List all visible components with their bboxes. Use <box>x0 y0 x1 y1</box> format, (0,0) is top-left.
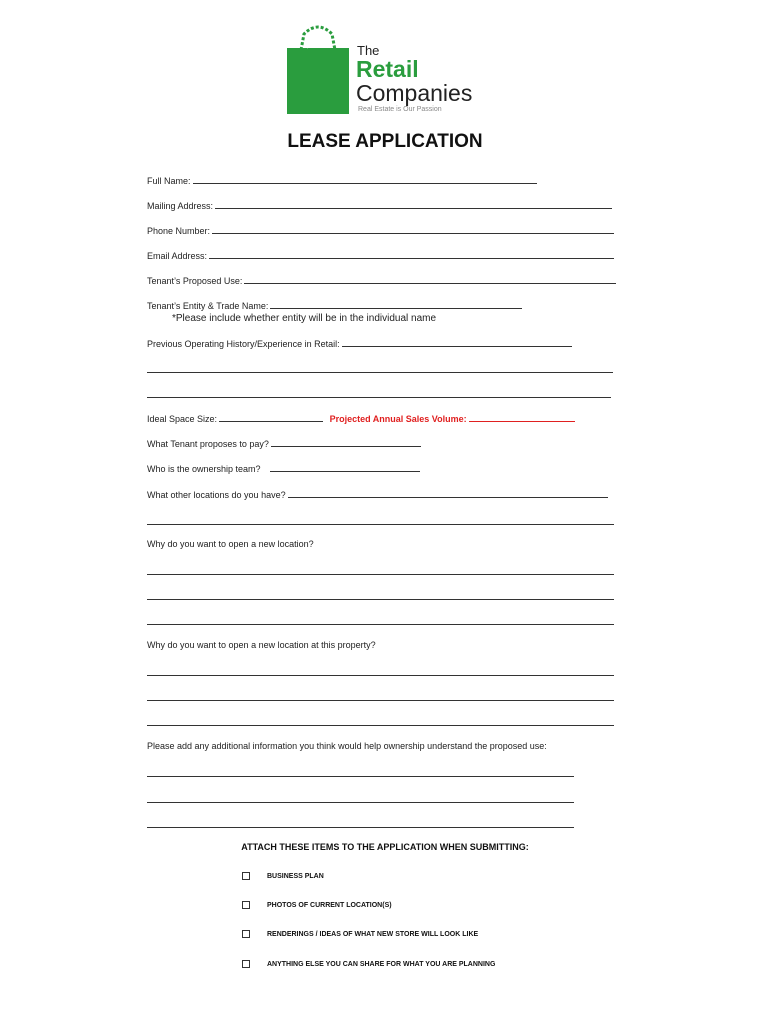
checkbox[interactable] <box>242 901 250 909</box>
other-locations-blank-line[interactable] <box>147 524 614 525</box>
ideal-space-field[interactable] <box>147 412 575 424</box>
phone-number-blank[interactable] <box>212 224 614 234</box>
email-address-field[interactable] <box>147 249 614 261</box>
email-address-blank[interactable] <box>209 249 614 259</box>
shopping-bag-icon <box>287 22 353 118</box>
checkbox[interactable] <box>242 872 250 880</box>
entity-trade-name-blank[interactable] <box>270 299 522 309</box>
tenant-pay-label: What Tenant proposes to pay? <box>147 439 269 449</box>
company-logo <box>287 22 487 118</box>
why-this-property-blank-line[interactable] <box>147 725 614 726</box>
mailing-address-label: Mailing Address: <box>147 201 214 211</box>
operating-history-label: Previous Operating History/Experience in Retail: <box>147 339 340 349</box>
email-address-label: Email Address: <box>147 251 208 261</box>
why-new-location-label: Why do you want to open a new location? <box>147 539 314 549</box>
other-locations-field[interactable] <box>147 488 608 500</box>
ownership-team-label: Who is the ownership team? <box>147 464 261 474</box>
proposed-use-field[interactable] <box>147 274 616 286</box>
why-this-property-blank-line[interactable] <box>147 700 614 701</box>
additional-info-blank-line[interactable] <box>147 827 574 828</box>
operating-history-field[interactable] <box>147 337 572 349</box>
full-name-label: Full Name: <box>147 176 191 186</box>
additional-info-blank-line[interactable] <box>147 776 574 777</box>
proposed-use-label: Tenant’s Proposed Use: <box>147 276 243 286</box>
tenant-pay-field[interactable] <box>147 437 421 449</box>
operating-history-blank-line[interactable] <box>147 372 613 373</box>
full-name-blank[interactable] <box>193 174 537 184</box>
why-this-property-label: Why do you want to open a new location at this property? <box>147 640 376 650</box>
additional-info-blank-line[interactable] <box>147 802 574 803</box>
phone-number-field[interactable] <box>147 224 614 236</box>
proposed-use-blank[interactable] <box>244 274 616 284</box>
logo-text-companies: Companies <box>356 80 473 106</box>
operating-history-blank[interactable] <box>342 337 572 347</box>
additional-info-label: Please add any additional information you think would help ownership understand the proposed use: <box>147 741 547 751</box>
mailing-address-field[interactable] <box>147 199 612 211</box>
attach-items-heading: ATTACH THESE ITEMS TO THE APPLICATION WHEN SUBMITTING: <box>241 842 529 852</box>
why-new-location-blank-line[interactable] <box>147 599 614 600</box>
why-new-location-blank-line[interactable] <box>147 624 614 625</box>
operating-history-blank-line[interactable] <box>147 397 611 398</box>
attach-item-business-plan[interactable] <box>242 871 324 883</box>
why-new-location-blank-line[interactable] <box>147 574 614 575</box>
ideal-space-blank[interactable] <box>219 412 323 422</box>
attach-item-renderings[interactable] <box>242 929 478 941</box>
why-this-property-blank-line[interactable] <box>147 675 614 676</box>
checkbox[interactable] <box>242 960 250 968</box>
attach-item-label: PHOTOS OF CURRENT LOCATION(S) <box>267 902 392 909</box>
attach-item-anything-else[interactable] <box>242 959 495 971</box>
projected-sales-label: Projected Annual Sales Volume: <box>329 414 467 424</box>
page-title: LEASE APPLICATION <box>287 131 483 152</box>
ownership-team-field[interactable] <box>147 462 420 474</box>
logo-tagline: Real Estate is Our Passion <box>358 106 442 113</box>
logo-text-retail: Retail <box>356 56 419 82</box>
why-this-property-question <box>147 639 376 651</box>
mailing-address-blank[interactable] <box>215 199 612 209</box>
ideal-space-label: Ideal Space Size: <box>147 414 218 424</box>
entity-trade-name-field[interactable] <box>147 299 522 311</box>
entity-note: *Please include whether entity will be in the individual name <box>172 313 437 324</box>
full-name-field[interactable] <box>147 174 537 186</box>
ownership-team-blank[interactable] <box>270 462 420 472</box>
attach-item-label: RENDERINGS / IDEAS OF WHAT NEW STORE WILL LOOK LIKE <box>267 931 479 938</box>
additional-info-question <box>147 740 547 752</box>
attach-item-label: BUSINESS PLAN <box>267 873 324 880</box>
why-new-location-question <box>147 538 314 550</box>
logo-text-the: The <box>357 43 380 58</box>
checkbox[interactable] <box>242 930 250 938</box>
attach-item-photos[interactable] <box>242 900 392 912</box>
tenant-pay-blank[interactable] <box>271 437 421 447</box>
other-locations-label: What other locations do you have? <box>147 490 286 500</box>
attach-item-label: ANYTHING ELSE YOU CAN SHARE FOR WHAT YOU ARE PLANNING <box>267 961 496 968</box>
entity-trade-name-label: Tenant’s Entity & Trade Name: <box>147 301 269 311</box>
phone-number-label: Phone Number: <box>147 226 211 236</box>
projected-sales-blank[interactable] <box>469 412 575 422</box>
other-locations-blank[interactable] <box>288 488 608 498</box>
